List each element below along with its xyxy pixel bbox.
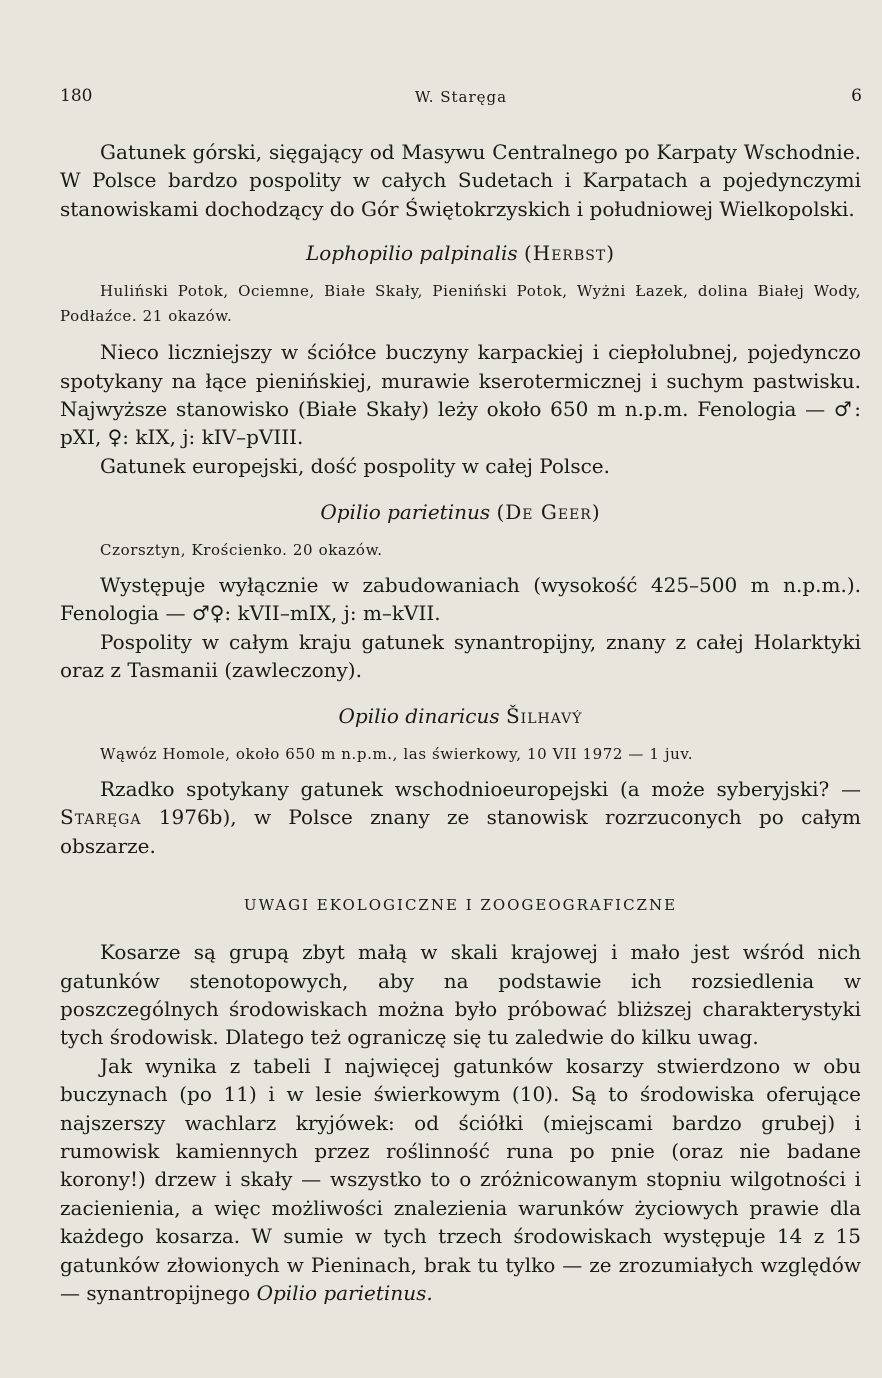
species-paragraph: Występuje wyłącznie w zabudowaniach (wysokość 425–500 m n.p.m.). Fenologia — ♂♀: kVII–mIX, j: m–kVII. (60, 572, 861, 626)
citation-author: Staręga (60, 805, 142, 830)
page-header (60, 86, 862, 114)
species-heading-opilio-dinaricus (60, 704, 861, 728)
species-name: Lophopilio palpinalis (305, 241, 518, 266)
page-body (60, 138, 861, 1307)
species-paragraph: Pospolity w całym kraju gatunek synantropijny, znany z całej Holarktyki oraz z Tasmanii (zawleczony). (60, 629, 861, 682)
localities-opilio-parietinus: Czorsztyn, Krościenko. 20 okazów. (100, 541, 383, 560)
species-name: Opilio parietinus (320, 500, 491, 525)
localities-lophopilio: Huliński Potok, Ociemne, Białe Skały, Pieniński Potok, Wyżni Łazek, dolina Białej Wody, Podłaźce. 21 okazów. (60, 282, 861, 325)
section-heading: UWAGI EKOLOGICZNE I ZOOGEOGRAFICZNE (243, 896, 678, 915)
ecology-paragraph (60, 1052, 861, 1308)
page-number: 180 (60, 86, 93, 106)
species-heading-opilio-parietinus (60, 500, 861, 524)
species-heading-lophopilio (60, 241, 861, 265)
paragraph-text: 1976b), w Polsce znany ze stanowisk rozrzuconych po całym obszarze. (60, 805, 861, 858)
intro-paragraph: Gatunek górski, sięgający od Masywu Centralnego po Karpaty Wschodnie. W Polsce bardzo pospolity w całych Sudetach i Karpatach a pojedynczymi stanowiskami dochodzący do Gór Świętokrzyskich i południowej Wielkopolski. (60, 140, 861, 221)
ecology-paragraph: Kosarze są grupą zbyt małą w skali krajowej i mało jest wśród nich gatunków stenotopowych, aby na podstawie ich rozsiedlenia w poszczególnych środowiskach można było próbować bliższej charakterystyki tych środowisk. Dlatego też ograniczę się tu zaledwie do kilku uwag. (60, 940, 861, 1050)
species-author: (De Geer) (496, 500, 601, 525)
paragraph-text: Jak wynika z tabeli I najwięcej gatunków kosarzy stwierdzono w obu buczynach (po 11) i w lesie świerkowym (10). Są to środowiska oferujące najszerszy wachlarz kryjówek: od ściółki (miejscami bardzo grubej) i rumowisk kamiennych przez roślinność runa po pnie (oraz nie badane korony!) drzew i skały — wszystko to o zróżnicowanym stopniu wilgotności i zacienienia, a więc możliwości znalezienia warunków życiowych prawie dla każdego kosarza. W sumie w tych trzech środowiskach występuje 14 z 15 gatunków złowionych w Pieninach, brak tu tylko — ze zrozumiałych względów — synantropijnego (60, 1053, 861, 1305)
localities-opilio-dinaricus: Wąwóz Homole, około 650 m n.p.m., las świerkowy, 10 VII 1972 — 1 juv. (100, 745, 694, 764)
paragraph-text: Rzadko spotykany gatunek wschodnioeuropejski (a może syberyjski? — (100, 776, 861, 801)
species-author: (Herbst) (523, 241, 615, 266)
species-name: Opilio dinaricus (338, 704, 500, 729)
species-author: Šilhavý (505, 704, 583, 729)
species-paragraph: Gatunek europejski, dość pospolity w całej Polsce. (100, 453, 610, 478)
species-name-inline: Opilio parietinus. (256, 1280, 433, 1305)
species-paragraph (60, 775, 861, 860)
issue-number: 6 (851, 86, 862, 106)
running-title: W. Staręga (414, 88, 508, 106)
species-paragraph: Nieco liczniejszy w ściółce buczyny karpackiej i ciepłolubnej, pojedynczo spotykany na łące pienińskiej, murawie kserotermicznej i suchym pastwisku. Najwyższe stanowisko (Białe Skały) leży około 650 m n.p.m. Fenologia — ♂: pXI, ♀: kIX, j: kIV–pVIII. (60, 340, 861, 450)
